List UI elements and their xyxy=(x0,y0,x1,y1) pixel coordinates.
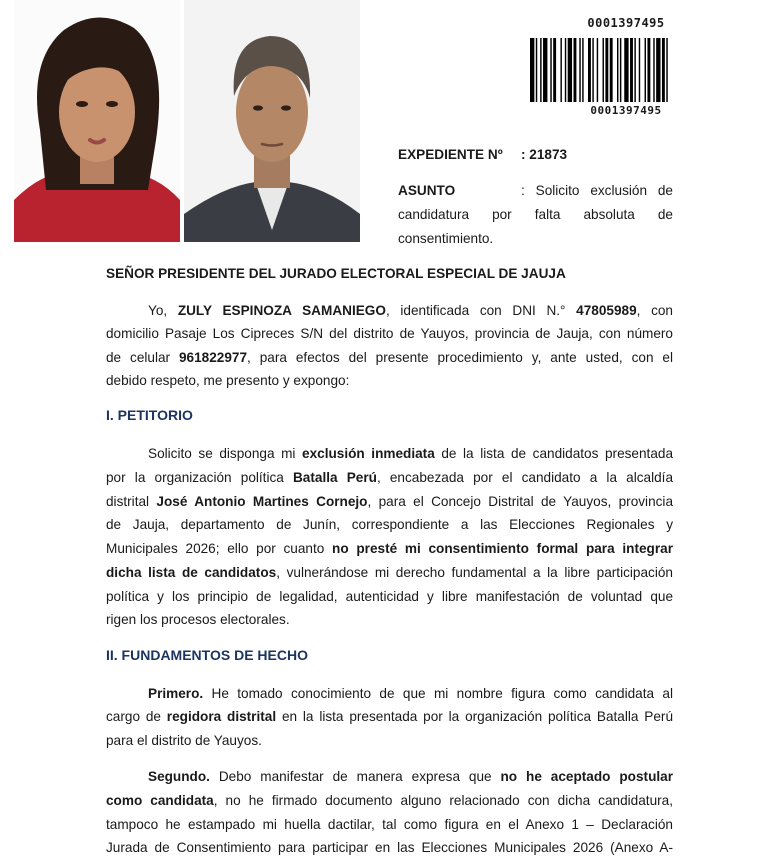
primero-line-3: para el distrito de Yauyos. xyxy=(106,733,262,748)
intro-line-3: de celular 961822977, para efectos del presente procedimiento y, ante usted, con el xyxy=(106,350,673,365)
barcode-number-top: 0001397495 xyxy=(587,16,665,30)
petitorio-line-2: por la organización política Batalla Perú, encabezada por el candidato a la alcaldía xyxy=(106,470,674,485)
barcode-graphic xyxy=(530,38,716,102)
asunto-line-2: candidatura por falta absoluta de xyxy=(398,207,673,222)
intro-line-1: Yo, ZULY ESPINOZA SAMANIEGO, identificada con DNI N.° 47805989, con xyxy=(148,303,673,318)
petitorio-line-4: de Jauja, departamento de Junín, correspondiente a las Elecciones Regionales y xyxy=(106,517,673,532)
primero-line-2: cargo de regidora distrital en la lista presentada por la organización política Batalla Perú xyxy=(106,709,674,724)
intro-line-4: debido respeto, me presento y expongo: xyxy=(106,373,350,388)
expediente-value: : 21873 xyxy=(521,147,568,162)
section-heading-petitorio: I. PETITORIO xyxy=(106,407,193,423)
addressee: SEÑOR PRESIDENTE DEL JURADO ELECTORAL ESPECIAL DE JAUJA xyxy=(106,266,566,281)
man-photo xyxy=(184,0,360,242)
petitorio-line-6: dicha lista de candidatos, vulnerándose mi derecho fundamental a la libre participación xyxy=(106,565,673,580)
intro-line-2: domicilio Pasaje Los Cipreces S/N del distrito de Yauyos, provincia de Jauja, con número xyxy=(106,326,673,341)
petitorio-line-1: Solicito se disponga mi exclusión inmediata de la lista de candidatos presentada xyxy=(148,446,674,461)
asunto-line-3: consentimiento. xyxy=(398,231,494,246)
barcode-number-bottom: 0001397495 xyxy=(590,104,662,117)
asunto-line-1: : Solicito exclusión de xyxy=(521,183,673,198)
petitorio-line-7: política y los principio de legalidad, autenticidad y libre manifestación de voluntad que xyxy=(106,589,673,604)
primero-line-1: Primero. He tomado conocimiento de que mi nombre figura como candidata al xyxy=(148,686,673,701)
segundo-line-3: tampoco he estampado mi huella dactilar, tal como figura en el Anexo 1 – Declaración xyxy=(106,817,673,832)
petitorio-line-5: Municipales 2026; ello por cuanto no presté mi consentimiento formal para integrar xyxy=(106,541,673,556)
expediente-label: EXPEDIENTE Nº xyxy=(398,147,503,162)
woman-photo xyxy=(14,0,180,242)
segundo-line-4: Jurada de Consentimiento para participar en las Elecciones Municipales 2026 (Anexo A- xyxy=(106,840,673,855)
segundo-line-1: Segundo. Debo manifestar de manera expresa que no he aceptado postular xyxy=(148,769,673,784)
asunto-label: ASUNTO xyxy=(398,183,456,198)
petitorio-line-3: distrital José Antonio Martines Cornejo, para el Concejo Distrital de Yauyos, provincia xyxy=(106,494,674,509)
segundo-line-2: como candidata, no he firmado documento alguno relacionado con dicha candidatura, xyxy=(106,793,673,808)
petitorio-line-8: rigen los procesos electorales. xyxy=(106,612,290,627)
section-heading-fundamentos: II. FUNDAMENTOS DE HECHO xyxy=(106,647,308,663)
